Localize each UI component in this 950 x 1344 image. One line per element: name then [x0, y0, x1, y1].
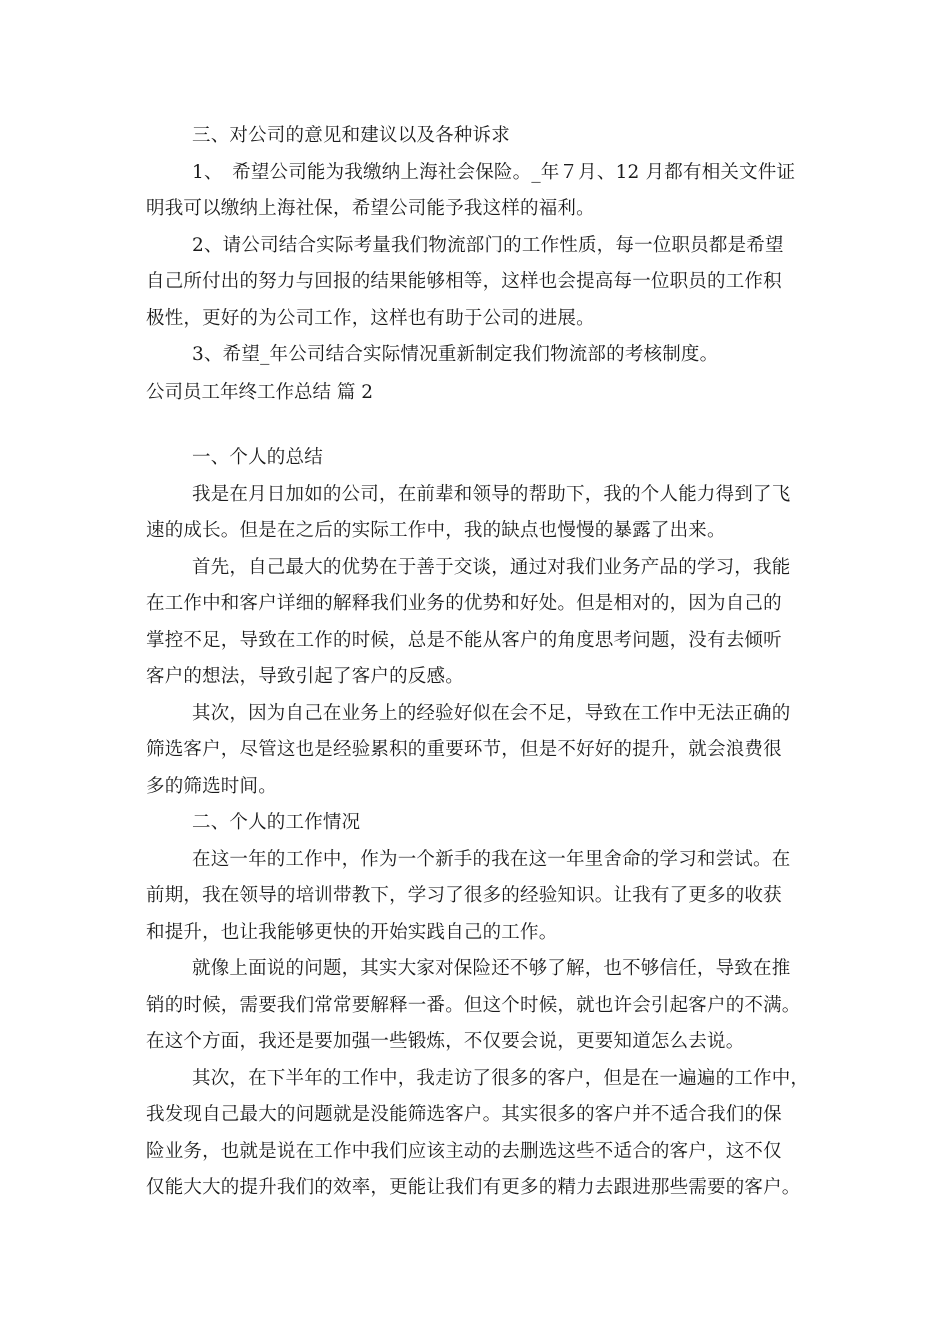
article-title: 公司员工年终工作总结 篇 2	[146, 382, 374, 403]
paragraph-4-line-1: 在这一年的工作中，作为一个新手的我在这一年里舍命的学习和尝试。在	[192, 848, 791, 870]
paragraph-1-line-1: 我是在月日加如的公司，在前辈和领导的帮助下，我的个人能力得到了飞	[192, 483, 791, 505]
paragraph-2-line-3: 掌控不足，导致在工作的时候，总是不能从客户的角度思考问题，没有去倾听	[146, 629, 782, 651]
paragraph-1-line-2: 速的成长。但是在之后的实际工作中，我的缺点也慢慢的暴露了出来。	[146, 520, 726, 541]
paragraph-3-line-2: 筛选客户，尽管这也是经验累积的重要环节，但是不好好的提升，就会浪费很	[146, 739, 782, 760]
section-a-item-2-line-1: 2、请公司结合实际考量我们物流部门的工作性质，每一位职员都是希望	[192, 234, 784, 256]
section-b-heading-1: 一、个人的总结	[192, 447, 323, 468]
paragraph-3-line-3: 多的筛选时间。	[146, 775, 277, 797]
paragraph-5-line-1: 就像上面说的问题，其实大家对保险还不够了解，也不够信任，导致在推	[192, 958, 791, 979]
section-b-heading-2: 二、个人的工作情况	[192, 812, 361, 833]
paragraph-2-line-2: 在工作中和客户详细的解释我们业务的优势和好处。但是相对的，因为自己的	[146, 593, 782, 614]
paragraph-6-line-2: 我发现自己最大的问题就是没能筛选客户。其实很多的客户并不适合我们的保	[146, 1104, 782, 1125]
section-a-heading: 三、对公司的意见和建议以及各种诉求	[192, 125, 510, 146]
paragraph-5-line-3: 在这个方面，我还是要加强一些锻炼，不仅要会说，更要知道怎么去说。	[146, 1031, 745, 1052]
paragraph-3-line-1: 其次，因为自己在业务上的经验好似在会不足，导致在工作中无法正确的	[192, 702, 791, 724]
section-b-block	[146, 440, 810, 1207]
section-a-item-3-line-1: 3、希望_年公司结合实际情况重新制定我们物流部的考核制度。	[192, 344, 719, 365]
paragraph-2-line-1: 首先，自己最大的优势在于善于交谈，通过对我们业务产品的学习，我能	[192, 556, 791, 578]
paragraph-6-line-1: 其次，在下半年的工作中，我走访了很多的客户，但是在一遍遍的工作中，	[192, 1067, 810, 1089]
section-a-item-2-line-2: 自己所付出的努力与回报的结果能够相等，这样也会提高每一位职员的工作积	[146, 271, 782, 292]
paragraph-5-line-2: 销的时候，需要我们常常要解释一番。但这个时候，就也许会引起客户的不满。	[146, 994, 801, 1016]
section-a-block	[146, 118, 806, 374]
section-a-item-1-line-2: 明我可以缴纳上海社保，希望公司能予我这样的福利。	[146, 198, 595, 219]
paragraph-6-line-4: 仅能大大的提升我们的效率，更能让我们有更多的精力去跟进那些需要的客户。	[146, 1177, 801, 1198]
paragraph-4-line-3: 和提升，也让我能够更快的开始实践自己的工作。	[146, 921, 558, 943]
paragraph-6-line-3: 险业务，也就是说在工作中我们应该主动的去删选这些不适合的客户，这不仅	[146, 1140, 782, 1162]
section-a-item-2-line-3: 极性，更好的为公司工作，这样也有助于公司的进展。	[146, 307, 595, 329]
paragraph-2-line-4: 客户的想法，导致引起了客户的反感。	[146, 666, 464, 687]
paragraph-4-line-2: 前期，我在领导的培训带教下，学习了很多的经验知识。让我有了更多的收获	[146, 885, 782, 906]
section-a-item-1-line-1: 1、 希望公司能为我缴纳上海社会保险。_年７月、12 月都有相关文件证	[192, 161, 796, 183]
